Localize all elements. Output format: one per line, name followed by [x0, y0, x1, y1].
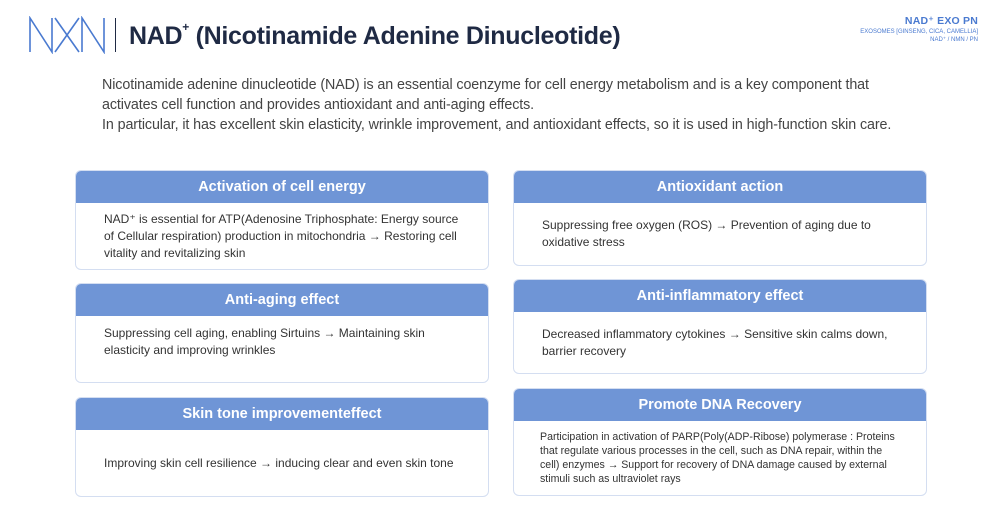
- card-title: Activation of cell energy: [76, 171, 488, 203]
- card-anti-aging: [75, 283, 489, 383]
- card-body: Participation in activation of PARP(Poly(ADP-Ribose) polymerase : Proteins that regulate various processes in the cell, such as DNA repair, within the cell) enzymes → Support for recovery of DNA damage caused by external stimuli such as ultraviolet rays: [540, 431, 895, 485]
- card-title: Anti-inflammatory effect: [514, 280, 926, 312]
- title-rest: (Nicotinamide Adenine Dinucleotide): [188, 22, 621, 50]
- card-antioxidant: [513, 170, 927, 266]
- brand-subline: EXOSOMES [GINSENG, CICA, CAMELLIA]: [860, 29, 978, 35]
- page-title: [129, 19, 621, 51]
- brand-name: NAD⁺ EXO PN: [904, 15, 978, 27]
- card-body: Improving skin cell resilience → inducing clear and even skin tone: [104, 455, 454, 470]
- card-body: Decreased inflammatory cytokines → Sensitive skin calms down, barrier recovery: [542, 326, 888, 358]
- brand-ingredients: NAD⁺ / NMN / PN: [930, 37, 978, 43]
- intro-line-1: Nicotinamide adenine dinucleotide (NAD) is an essential coenzyme for cell energy metabolism and is a key component that activates cell function and provides antioxidant and anti-aging effects.: [102, 77, 869, 113]
- card-title: Anti-aging effect: [76, 284, 488, 316]
- card-anti-inflammatory: [513, 279, 927, 374]
- intro-line-2: In particular, it has excellent skin elasticity, wrinkle improvement, and antioxidant effects, so it is used in high-function skin care.: [102, 117, 892, 133]
- intro-text: [102, 75, 922, 135]
- title-prefix: NAD: [129, 22, 183, 50]
- card-body: Suppressing cell aging, enabling Sirtuins → Maintaining skin elasticity and improving wrinkles: [104, 326, 425, 357]
- card-title: Skin tone improvementeffect: [76, 398, 488, 430]
- card-title: Antioxidant action: [514, 171, 926, 203]
- card-body: NAD⁺ is essential for ATP(Adenosine Triphosphate: Energy source of Cellular respiration) production in mitochondria → Restoring cell vitality and revitalizing skin: [104, 211, 459, 260]
- nxn-logo-icon: [28, 16, 106, 54]
- card-title: Promote DNA Recovery: [514, 389, 926, 421]
- card-skin-tone: [75, 397, 489, 497]
- card-body: Suppressing free oxygen (ROS) → Prevention of aging due to oxidative stress: [542, 218, 871, 249]
- brand-block: [860, 15, 978, 43]
- title-superscript: +: [182, 19, 189, 34]
- card-dna-recovery: [513, 388, 927, 496]
- header-divider: [115, 18, 116, 52]
- card-cell-energy: [75, 170, 489, 270]
